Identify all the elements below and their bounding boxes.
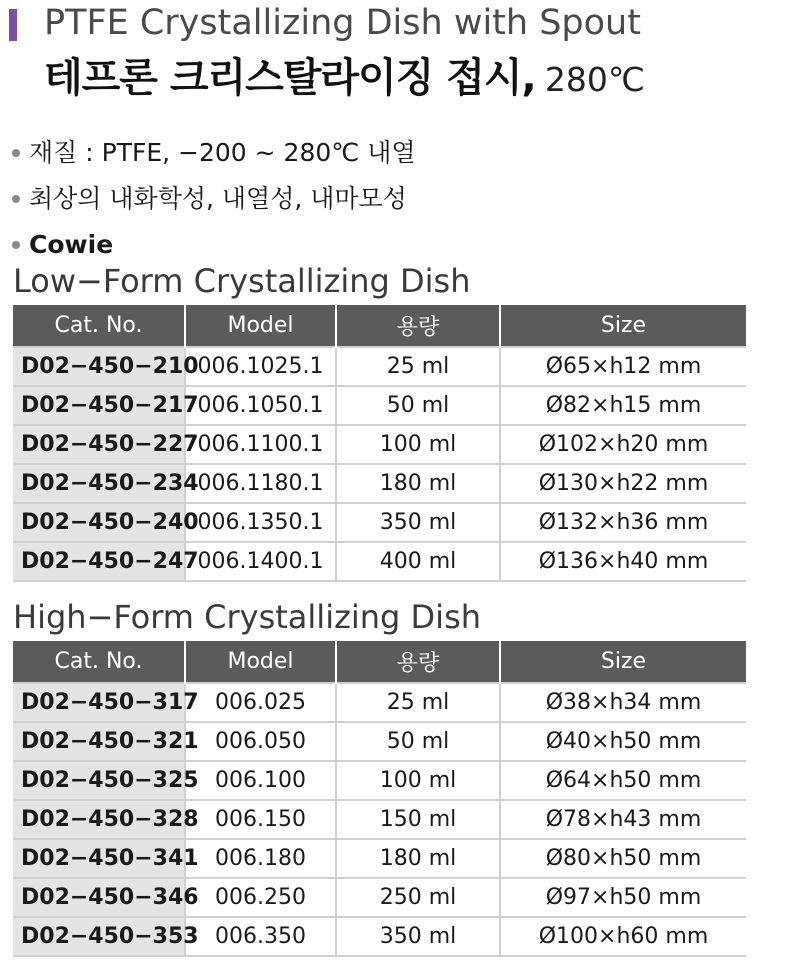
cat-no-cell: D02−450−328 [13,800,185,839]
table-row [13,878,746,917]
model-cell: 006.1350.1 [185,503,336,542]
size-cell: Ø82×h15 mm [500,386,746,425]
model-cell: 006.350 [185,917,336,956]
capacity-cell: 150 ml [336,800,500,839]
size-cell: Ø80×h50 mm [500,839,746,878]
model-cell: 006.1100.1 [185,425,336,464]
table-row [13,839,746,878]
column-header-model: Model [185,641,336,683]
table-row [13,722,746,761]
column-header-size: Size [500,305,746,347]
capacity-cell: 350 ml [336,503,500,542]
table-row [13,542,746,581]
table-row [13,464,746,503]
model-cell: 006.025 [185,683,336,722]
cat-no-cell: D02−450−210 [13,347,185,386]
low-form-table [13,305,746,582]
high-form-table [13,641,746,957]
table-row [13,917,746,956]
table-row [13,761,746,800]
cat-no-cell: D02−450−247 [13,542,185,581]
cat-no-cell: D02−450−217 [13,386,185,425]
model-cell: 006.180 [185,839,336,878]
capacity-cell: 25 ml [336,683,500,722]
size-cell: Ø65×h12 mm [500,347,746,386]
column-header-cat-no: Cat. No. [13,641,185,683]
column-header-capacity: 용량 [336,305,500,347]
model-cell: 006.250 [185,878,336,917]
model-cell: 006.1180.1 [185,464,336,503]
model-cell: 006.150 [185,800,336,839]
bullet-icon [12,195,20,203]
cat-no-cell: D02−450−321 [13,722,185,761]
capacity-cell: 100 ml [336,761,500,800]
size-cell: Ø132×h36 mm [500,503,746,542]
cat-no-cell: D02−450−353 [13,917,185,956]
model-cell: 006.1400.1 [185,542,336,581]
size-cell: Ø64×h50 mm [500,761,746,800]
column-header-size: Size [500,641,746,683]
table-row [13,347,746,386]
table-row [13,386,746,425]
size-cell: Ø130×h22 mm [500,464,746,503]
capacity-cell: 350 ml [336,917,500,956]
bullet-icon [12,149,20,157]
table-row [13,425,746,464]
table-header-row [13,305,746,347]
table-row [13,503,746,542]
feature-text: 최상의 내화학성, 내열성, 내마모성 [29,184,407,213]
high-form-section-title: High−Form Crystallizing Dish [13,598,482,636]
size-cell: Ø78×h43 mm [500,800,746,839]
capacity-cell: 50 ml [336,386,500,425]
low-form-section-title: Low−Form Crystallizing Dish [13,262,471,300]
cat-no-cell: D02−450−317 [13,683,185,722]
high-form-table-body [13,683,746,956]
max-temperature: 280℃ [544,60,645,99]
capacity-cell: 180 ml [336,464,500,503]
capacity-cell: 250 ml [336,878,500,917]
brand-name: Cowie [29,230,114,259]
size-cell: Ø38×h34 mm [500,683,746,722]
table-header-row [13,641,746,683]
product-title-korean [44,52,645,112]
capacity-cell: 25 ml [336,347,500,386]
capacity-cell: 400 ml [336,542,500,581]
title-accent-bar [9,9,17,41]
model-cell: 006.1025.1 [185,347,336,386]
table-row [13,800,746,839]
cat-no-cell: D02−450−227 [13,425,185,464]
capacity-cell: 100 ml [336,425,500,464]
model-cell: 006.050 [185,722,336,761]
column-header-capacity: 용량 [336,641,500,683]
column-header-model: Model [185,305,336,347]
feature-item [12,130,416,176]
cat-no-cell: D02−450−234 [13,464,185,503]
capacity-cell: 180 ml [336,839,500,878]
size-cell: Ø102×h20 mm [500,425,746,464]
column-header-cat-no: Cat. No. [13,305,185,347]
size-cell: Ø136×h40 mm [500,542,746,581]
model-cell: 006.1050.1 [185,386,336,425]
model-cell: 006.100 [185,761,336,800]
bullet-icon [12,241,20,249]
cat-no-cell: D02−450−325 [13,761,185,800]
table-row [13,683,746,722]
feature-list [12,130,416,268]
product-title-english: PTFE Crystallizing Dish with Spout [44,3,641,43]
size-cell: Ø97×h50 mm [500,878,746,917]
cat-no-cell: D02−450−240 [13,503,185,542]
low-form-table-body [13,347,746,581]
cat-no-cell: D02−450−346 [13,878,185,917]
size-cell: Ø100×h60 mm [500,917,746,956]
feature-text: 재질 : PTFE, −200 ~ 280℃ 내열 [29,138,416,167]
cat-no-cell: D02−450−341 [13,839,185,878]
product-title-korean-text: 테프론 크리스탈라이징 접시, [44,55,536,101]
size-cell: Ø40×h50 mm [500,722,746,761]
feature-item [12,176,416,222]
capacity-cell: 50 ml [336,722,500,761]
